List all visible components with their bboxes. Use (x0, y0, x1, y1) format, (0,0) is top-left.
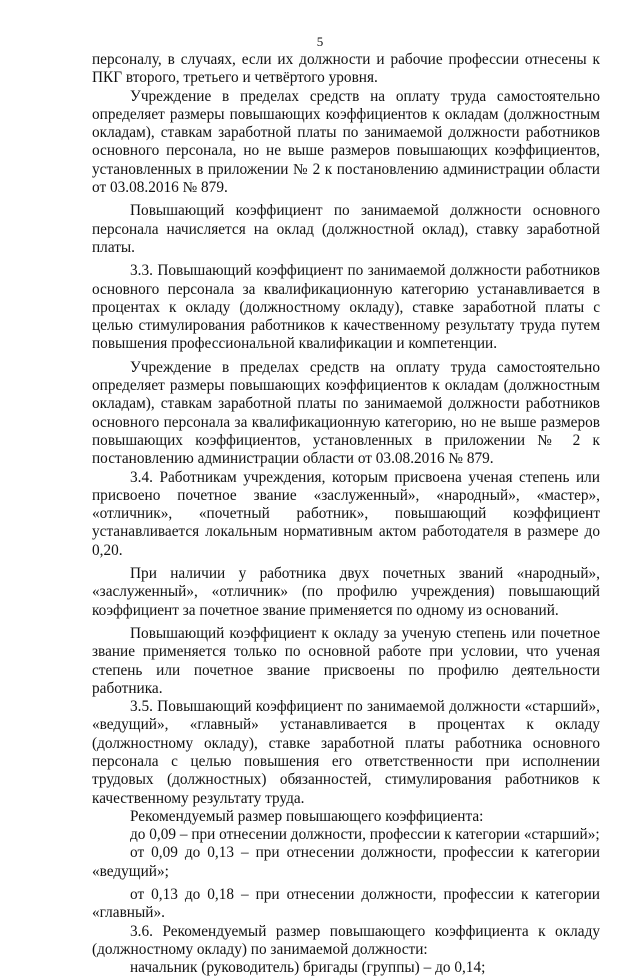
paragraph-coefficient-limits: Учреждение в пределах средств на оплату труда самостоятельно определяет размеры повышающих коэффициентов к окладам (должностным окладам), ставкам заработной платы по занимаемой должности работников основного персонала, но не выше размеров повышающих коэффициентов, установленных в приложении № 2 к постановлению администрации области от 03.08.2016 № 879. (92, 87, 600, 197)
list-item-team-leader: начальник (руководитель) бригады (группы) – до 0,14; (130, 959, 486, 977)
paragraph-continuation: персоналу, в случаях, если их должности и рабочие профессии отнесены к ПКГ второго, третьего и четвёртого уровня. (92, 51, 600, 87)
paragraph-3-6: 3.6. Рекомендуемый размер повышающего коэффициента к окладу (должностному окладу) по занимаемой должности: (92, 922, 600, 958)
paragraph-two-titles: При наличии у работника двух почетных званий «народный», «заслуженный», «отличник» (по профилю учреждения) повышающий коэффициент за почетное звание применяется по одному из оснований. (92, 565, 600, 619)
paragraph-coefficient-base: Повышающий коэффициент по занимаемой должности основного персонала начисляется на оклад (должностной оклад), ставку заработной платы. (92, 202, 600, 256)
list-item-chief: от 0,13 до 0,18 – при отнесении должности, профессии к категории «главный». (92, 886, 600, 922)
page-number: 5 (316, 34, 324, 49)
list-item-leading: от 0,09 до 0,13 – при отнесении должности, профессии к категории «ведущий»; (92, 844, 600, 880)
document-body (92, 51, 600, 978)
paragraph-category-limits: Учреждение в пределах средств на оплату труда самостоятельно определяет размеры повышающих коэффициентов к окладам (должностным окладам), ставкам заработной платы по занимаемой должности работников основного персонала за квалификационную категорию, но не выше размеров повышающих коэффициентов, установленных в приложении № 2 к постановлению администрации области от 03.08.2016 № 879. (92, 358, 600, 468)
paragraph-3-5: 3.5. Повышающий коэффициент по занимаемой должности «старший», «ведущий», «главный» устанавливается в процентах к окладу (должностному окладу), ставке заработной платы работника основного персонала с целью повышения его ответственности при исполнении трудовых (должностных) обязанностей, стимулирования работников к качественному результату труда. (92, 698, 600, 807)
paragraph-3-3: 3.3. Повышающий коэффициент по занимаемой должности работников основного персонала за квалификационную категорию устанавливается в процентах к окладу (должностному окладу), ставке заработной платы с целью стимулирования работников к качественному результату труда путем повышения профессиональной квалификации и компетенции. (92, 262, 600, 353)
paragraph-recommended-size: Рекомендуемый размер повышающего коэффициента: (130, 807, 484, 825)
paragraph-3-4: 3.4. Работникам учреждения, которым присвоена ученая степень или присвоено почетное звание «заслуженный», «народный», «мастер», «отличник», «почетный работник», повышающий коэффициент устанавливается локальным нормативным актом работодателя в размере до 0,20. (92, 468, 600, 559)
paragraph-degree-condition: Повышающий коэффициент к окладу за ученую степень или почетное звание применяется только по основной работе при условии, что ученая степень или почетное звание присвоены по профилю деятельности работника. (92, 624, 600, 697)
list-item-senior: до 0,09 – при отнесении должности, профессии к категории «старший»; (130, 826, 600, 844)
